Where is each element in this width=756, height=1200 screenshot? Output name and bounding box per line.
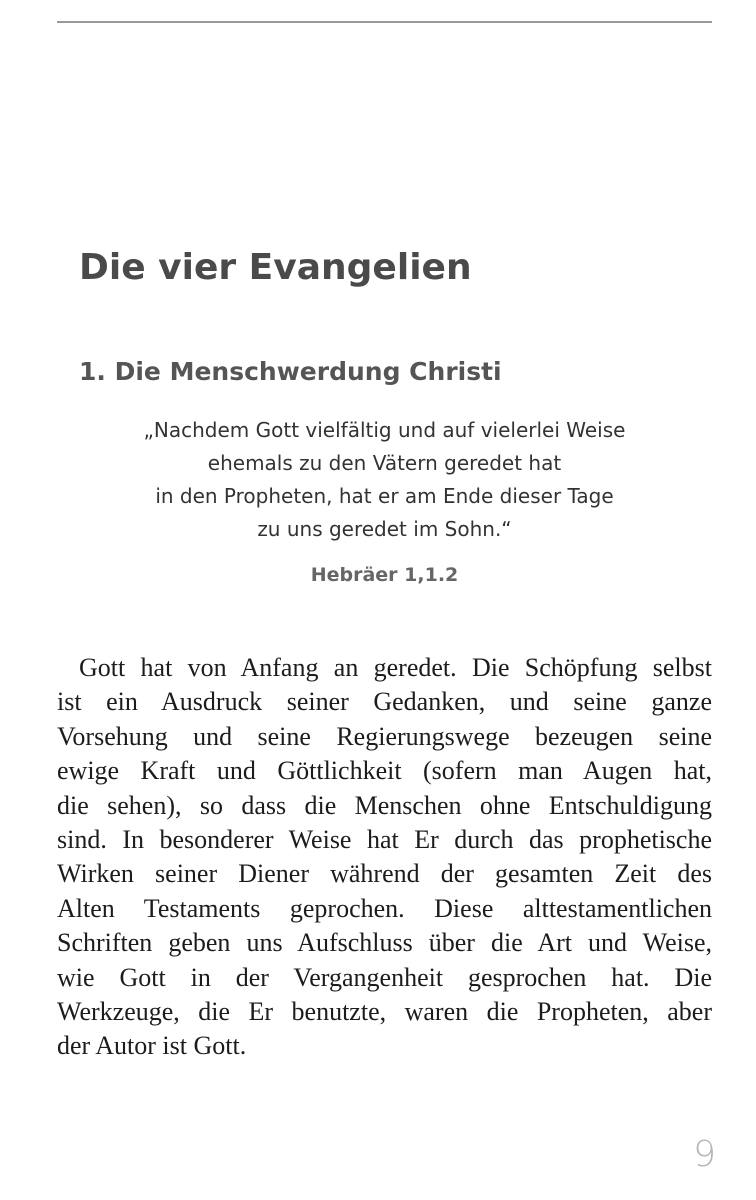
body-line: ist ein Ausdruck seiner Gedanken, und seine ganze [57,687,712,717]
body-line: Gott hat von Anfang an geredet. Die Schöpfung selbst [79,653,712,682]
body-paragraph [57,651,712,1064]
body-line: Wirken seiner Diener während der gesamten Zeit des [57,859,712,889]
header-rule [57,21,712,23]
page-number: 9 [693,1134,716,1175]
body-line: sind. In besonderer Weise hat Er durch das prophetische [57,824,712,854]
body-line: Werkzeuge, die Er benutzte, waren die Propheten, aber [57,996,712,1026]
epigraph-line: zu uns geredet im Sohn.“ [257,517,512,541]
epigraph-line: in den Propheten, hat er am Ende dieser Tage [155,484,614,508]
body-line: Schriften geben uns Aufschluss über die Art und Weise, [57,928,712,958]
body-line: der Autor ist Gott. [57,1031,247,1061]
chapter-title: Die vier Evangelien [79,247,472,288]
epigraph-line: „Nachdem Gott vielfältig und auf vielerlei Weise [143,418,626,442]
body-line: wie Gott in der Vergangenheit gesprochen hat. Die [57,962,712,992]
section-title: 1. Die Menschwerdung Christi [79,357,502,386]
body-line: Alten Testaments geprochen. Diese alttestamentlichen [57,893,712,923]
epigraph-quote [57,414,712,546]
body-line: Vorsehung und seine Regierungswege bezeugen seine [57,721,712,751]
body-line: ewige Kraft und Göttlichkeit (sofern man Augen hat, [57,756,712,786]
epigraph-line: ehemals zu den Vätern geredet hat [207,451,562,475]
epigraph-source: Hebräer 1,1.2 [310,564,459,586]
body-line: die sehen), so dass die Menschen ohne Entschuldigung [57,790,712,820]
